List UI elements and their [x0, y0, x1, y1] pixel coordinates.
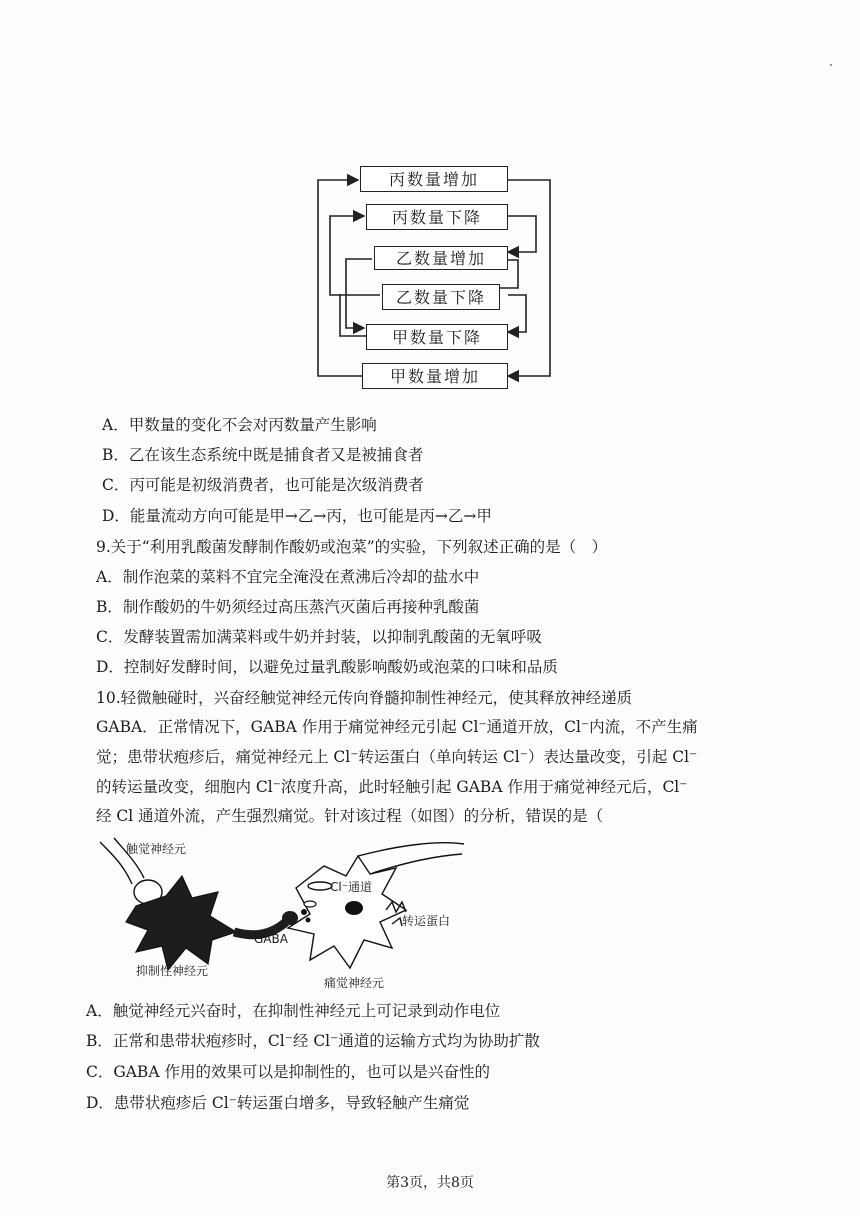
q8-option-b: B．乙在该生态系统中既是捕食者又是被捕食者: [102, 446, 424, 464]
q9-option-a: A．制作泡菜的菜料不宜完全淹没在煮沸后冷却的盐水中: [96, 568, 480, 586]
neuron-figure: [96, 836, 476, 988]
q8-option-d: D．能量流动方向可能是甲→乙→丙，也可能是丙→乙→甲: [102, 507, 492, 525]
label-inhibitory-neuron: 抑制性神经元: [136, 964, 209, 978]
label-cl-channel: Cl⁻通道: [330, 880, 373, 894]
q10-stem-line-5: 经 Cl 通道外流，产生强烈痛觉。针对该过程（如图）的分析，错误的是（: [96, 807, 604, 825]
label-touch-neuron: 触觉神经元: [126, 842, 187, 856]
q10-option-a: A．触觉神经元兴奋时，在抑制性神经元上可记录到动作电位: [86, 1002, 501, 1020]
q10-stem-line-4: 的转运量改变，细胞内 Cl⁻浓度升高，此时轻触引起 GABA 作用于痛觉神经元后，Cl⁻: [96, 778, 688, 796]
q8-option-a: A．甲数量的变化不会对丙数量产生影响: [102, 416, 377, 434]
box-yi-increase: 乙数量增加: [374, 246, 508, 270]
q9-stem: 9.关于“利用乳酸菌发酵制作酸奶或泡菜”的实验，下列叙述正确的是（ ）: [96, 538, 608, 556]
box-bing-decrease: 丙数量下降: [366, 204, 508, 230]
q10-stem-line-2: GABA．正常情况下，GABA 作用于痛觉神经元引起 Cl⁻通道开放，Cl⁻内流，不产生痛: [96, 718, 698, 736]
q10-stem-line-1: 10.轻微触碰时，兴奋经触觉神经元传向脊髓抑制性神经元，使其释放神经递质: [96, 689, 633, 707]
q10-option-d: D．患带状疱疹后 Cl⁻转运蛋白增多，导致轻触产生痛觉: [86, 1094, 470, 1112]
q10-option-c: C．GABA 作用的效果可以是抑制性的，也可以是兴奋性的: [86, 1063, 490, 1081]
box-jia-increase: 甲数量增加: [362, 363, 508, 389]
box-jia-decrease: 甲数量下降: [366, 324, 508, 350]
page-footer: 第3页，共8页: [386, 1175, 474, 1191]
label-pain-neuron: 痛觉神经元: [324, 976, 385, 990]
label-transporter: 转运蛋白: [402, 914, 451, 928]
q9-option-b: B．制作酸奶的牛奶须经过高压蒸汽灭菌后再接种乳酸菌: [96, 598, 480, 616]
q8-option-c: C．丙可能是初级消费者，也可能是次级消费者: [102, 476, 424, 494]
q10-option-b: B．正常和患带状疱疹时，Cl⁻经 Cl⁻通道的运输方式均为协助扩散: [86, 1032, 540, 1050]
q10-stem-line-3: 觉；患带状疱疹后，痛觉神经元上 Cl⁻转运蛋白（单向转运 Cl⁻）表达量改变，引起 Cl⁻: [96, 748, 698, 766]
diagram-arrows: [300, 158, 560, 398]
population-flow-diagram: [300, 158, 560, 398]
q9-option-c: C．发酵装置需加满菜料或牛奶并封装，以抑制乳酸菌的无氧呼吸: [96, 628, 542, 646]
scan-speck: [830, 64, 832, 66]
label-gaba: GABA: [254, 932, 288, 946]
box-yi-decrease: 乙数量下降: [382, 284, 500, 310]
q9-option-d: D．控制好发酵时间，以避免过量乳酸影响酸奶或泡菜的口味和品质: [96, 658, 558, 676]
box-bing-increase: 丙数量增加: [360, 166, 508, 192]
